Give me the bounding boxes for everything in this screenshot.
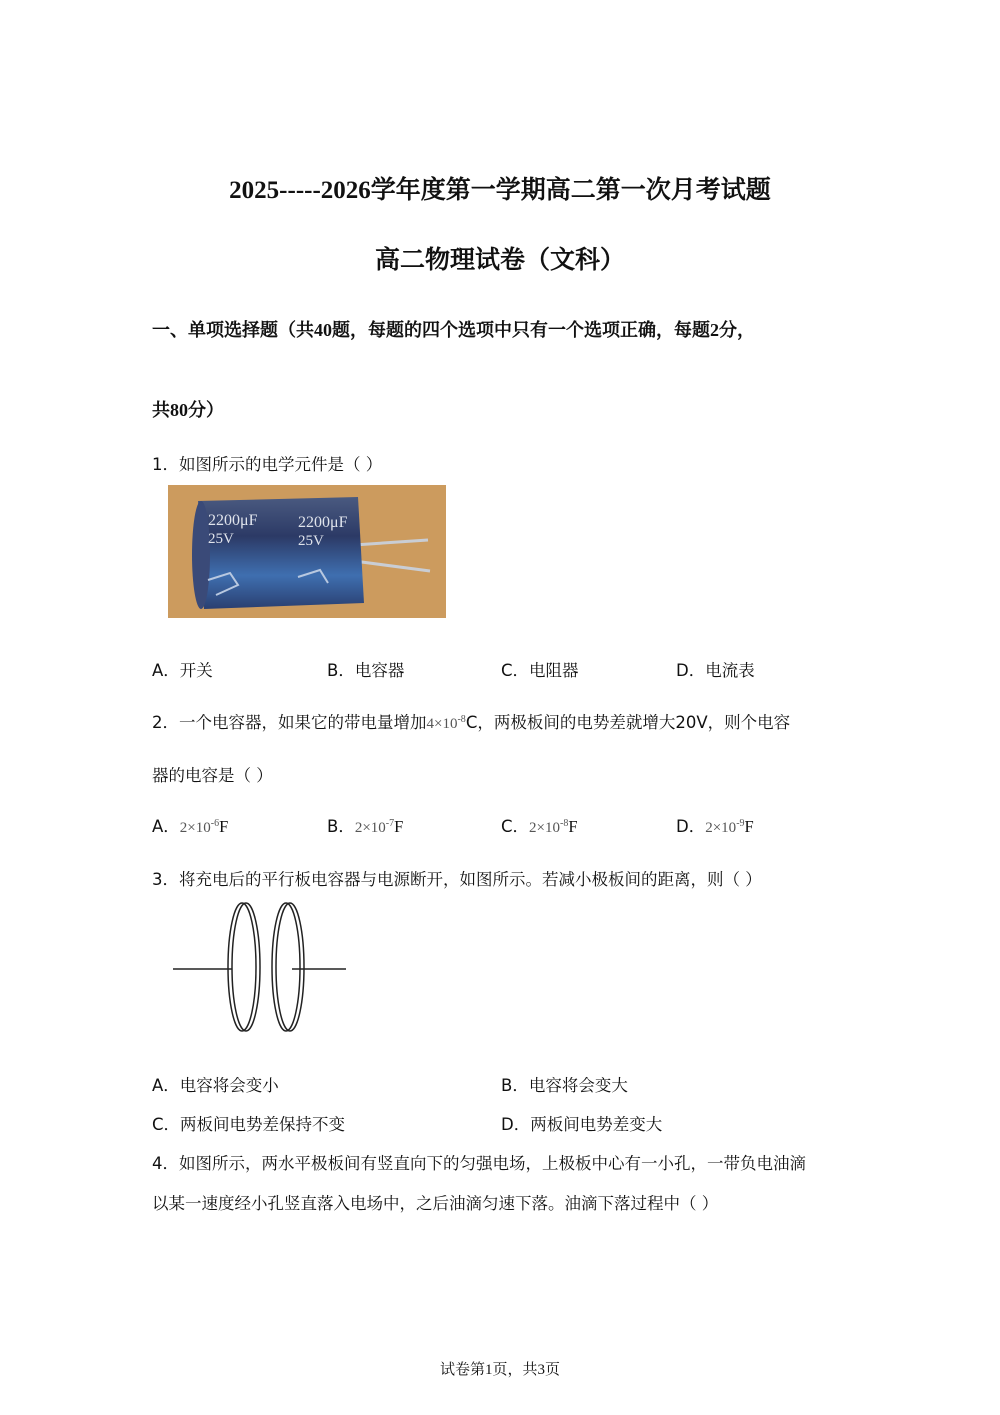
exam-subtitle: 高二物理试卷（文科） — [374, 247, 625, 274]
capacitor-label-2: 2200μF — [298, 514, 348, 531]
q2-stem-post: C，两极板间的电势差就增大20V，则个电容 — [465, 713, 791, 732]
q3-option-d: D．两板间电势差变大 — [501, 1115, 663, 1134]
q2-option-a: A．$2\times 10^{-6}F$ — [152, 817, 229, 836]
exam-title: 2025-----2026学年度第一学期高二第一次月考试题 — [229, 177, 771, 204]
q3-option-b: B．电容将会变大 — [501, 1076, 628, 1095]
capacitor-voltage-1: 25V — [208, 531, 234, 547]
q1-option-a: A．开关 — [152, 661, 213, 680]
capacitor-label-1: 2200μF — [208, 512, 258, 529]
q2-option-b: B．$2\times 10^{-7}F$ — [327, 817, 404, 836]
q1-option-d: D．电流表 — [676, 661, 755, 680]
q2-option-c: C．$2\times 10^{-8}F$ — [501, 817, 578, 836]
question-3-stem: 3．将充电后的平行板电容器与电源断开，如图所示。若减小极板间的距离，则（ ） — [152, 870, 762, 889]
capacitor-voltage-2: 25V — [298, 533, 324, 549]
capacitor-photo — [168, 485, 446, 618]
section-heading-line2: 共80分） — [152, 400, 224, 420]
question-4-stem-line2: 以某一速度经小孔竖直落入电场中，之后油滴匀速下落。油滴下落过程中（ ） — [152, 1194, 719, 1213]
question-4-stem-line1: 4．如图所示，两水平极板间有竖直向下的匀强电场，上极板中心有一小孔，一带负电油滴 — [152, 1154, 806, 1173]
section-heading-line1: 一、单项选择题（共40题，每题的四个选项中只有一个选项正确，每题2分， — [152, 320, 755, 340]
q2-stem-pre: 2．一个电容器，如果它的带电量增加 — [152, 713, 427, 732]
q2-stem-math: $4\times 10^{-8}$ — [426, 714, 466, 732]
q3-option-a: A．电容将会变小 — [152, 1076, 279, 1095]
question-2-stem-line2: 器的电容是（ ） — [152, 766, 273, 785]
parallel-plate-diagram — [170, 900, 350, 1036]
question-1-stem: 1．如图所示的电学元件是（ ） — [152, 455, 383, 474]
q1-option-b: B．电容器 — [327, 661, 405, 680]
q3-option-c: C．两板间电势差保持不变 — [152, 1115, 346, 1134]
question-2-stem-line1 — [152, 709, 790, 733]
q1-option-c: C．电阻器 — [501, 661, 579, 680]
q2-option-d: D．$2\times 10^{-9}F$ — [676, 817, 754, 836]
page-footer: 试卷第1页，共3页 — [439, 1362, 560, 1378]
